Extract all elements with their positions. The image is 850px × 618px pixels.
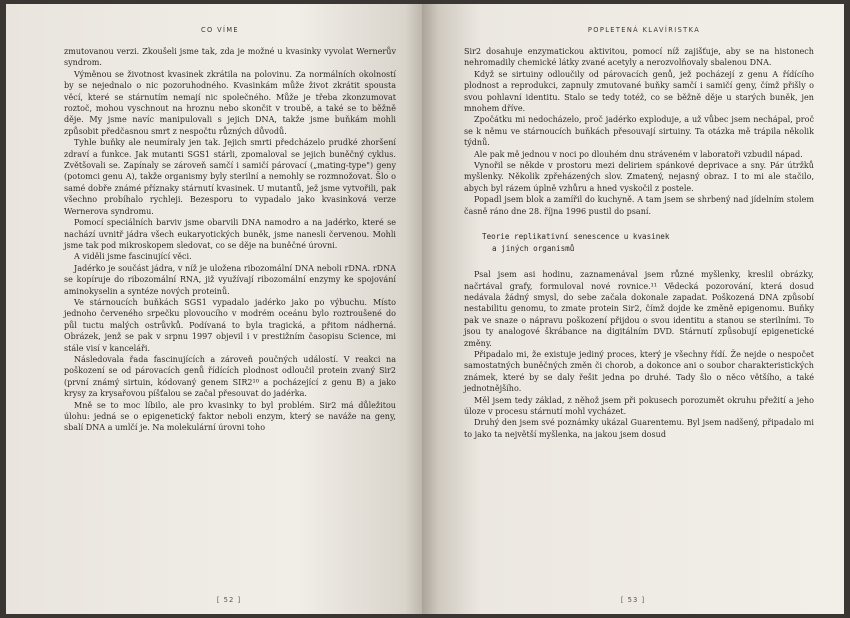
section-heading-line-2: a jiných organismů: [492, 244, 575, 254]
paragraph: Pomocí speciálních barviv jsme obarvili DNA namodro a na jadérko, které se nachází uvnitř jádra všech eukaryotických buněk, jsme nanesli červenou. Mohli jsme tak pod mikroskopem sledovat, co se děje na buněčné úrovni.: [64, 218, 396, 250]
paragraph: Vynořil se někde v prostoru mezi deliriem spánkové deprivace a sny. Pár útržků myšlenky. Několik zpřeházených slov. Zmatený, nejasný obraz. I to mi ale stačilo, abych byl rázem úplně vzhůru a hned vyskočil z postele.: [464, 161, 814, 193]
page-number: [ 52 ]: [216, 596, 242, 604]
running-head: POPLETENÁ KLAVÍRISTKA: [587, 26, 701, 34]
paragraph: zmutovanou verzi. Zkoušeli jsme tak, zda je možné u kvasinky vyvolat Wernerův syndrom.: [64, 47, 396, 68]
paragraph: Výměnou se životnost kvasinek zkrátila na polovinu. Za normálních okolností by se nejednalo o nic pozoruhodného. Kvasinkám může život zkrátit spousta věcí, které se stárnutím nemají nic společného. Může je třeba zkonzumovat roztoč, mohou vyschnout na hroznu nebo skončit v troubě, a také se to běžně děje. My jsme navíc manipulovali s jejich DNA, takže jsme buňkám mohli způsobit předčasnou smrt z nespočtu různých důvodů.: [64, 69, 396, 136]
paragraph: Sir2 dosahuje enzymatickou aktivitou, pomocí níž zajišťuje, aby se na histonech nehromadily chemické látky zvané acetyly a nerozvolňovaly sbalenou DNA.: [464, 47, 814, 68]
paragraph: Ve stárnoucích buňkách SGS1 vypadalo jadérko jako po výbuchu. Místo jednoho červeného srpečku plovoucího v modrém oceánu bylo roztroušené do půl tuctu malých ostrůvků. Podívaná to byla tragická, a přitom nádherná. Obrázek, jenž se pak v srpnu 1997 objevil i v prestižním časopisu Science, mi stále visí v kanceláři.: [64, 297, 396, 353]
page-number: [ 53 ]: [620, 596, 646, 604]
paragraph: Druhý den jsem své poznámky ukázal Guarentemu. Byl jsem nadšený, připadalo mi to jako ta největší myšlenka, na jakou jsem dosud: [464, 418, 814, 439]
paragraph: Následovala řada fascinujících a zároveň poučných událostí. V reakci na poškození se od párovacích genů řídících plodnost odloučil protein zvaný Sir2 (první známý sirtuin, kódovaný genem SIR2¹⁰ a pocházející z genu B) a jako krysy za krysařovou píšťalou se začal přesouvat do jadérka.: [64, 354, 396, 399]
left-page: [6, 4, 422, 614]
paragraph: Mně se to moc líbilo, ale pro kvasinky to byl problém. Sir2 má důležitou úlohu: jedná se o epigenetický faktor neboli enzym, který se naváže na geny, sbalí DNA a umlčí je. Na molekulární úrovni toho: [64, 400, 396, 433]
paragraph: Zpočátku mi nedocházelo, proč jadérko exploduje, a už vůbec jsem nechápal, proč se k němu ve stárnoucích buňkách přesouvají sirtuiny. Ta otázka mě trápila několik týdnů.: [464, 115, 814, 148]
paragraph: Popadl jsem blok a zamířil do kuchyně. A tam jsem se shrbený nad jídelním stolem časně ráno dne 28. října 1996 pustil do psaní.: [464, 195, 814, 216]
paragraph: Jadérko je součást jádra, v níž je uložena ribozomální DNA neboli rDNA. rDNA se kopíruje do ribozomální RNA, již využívají ribozomální enzymy ke spojování aminokyselin a syntéze nových proteinů.: [64, 263, 396, 296]
paragraph: Psal jsem asi hodinu, zaznamenával jsem různé myšlenky, kreslil obrázky, načrtával grafy, formuloval nové rovnice.¹¹ Vědecká pozorování, která dosud nedávala žádný smysl, do sebe začala dokonale zapadat. Poškozená DNA způsobí nestabilitu genomu, to zmate protein Sir2, čímž dojde ke změně epigenomu. Buňky pak ve snaze o nápravu poškození přijdou o svou identitu a stanou se sterilními. To jsou ty analogové škrábance na digitálním DVD. Stárnutí způsobují epigenetické změny.: [464, 270, 814, 348]
paragraph: Ale pak mě jednou v noci po dlouhém dnu stráveném v laboratoři vzbudil nápad.: [474, 149, 803, 159]
paragraph: A viděli jsme fascinující věci.: [74, 252, 192, 262]
paragraph: Měl jsem tedy základ, z něhož jsem při pokusech porozumět okruhu přežití a jeho úloze v procesu stárnutí mohl vycházet.: [464, 395, 814, 416]
paragraph: Připadalo mi, že existuje jediný proces, který je všechny řídí. Že nejde o nespočet samostatných buněčných změn či chorob, a dokonce ani o soubor charakteristických známek, které by se daly řešit jedna po druhé. Tady šlo o něco většího, a také jednotnějšího.: [464, 349, 814, 394]
book-spread: [6, 4, 844, 614]
paragraph: Tyhle buňky ale neumíraly jen tak. Jejich smrti předcházelo prudké zhoršení zdraví a funkce. Jak mutanti SGS1 stárli, zpomaloval se jejich buněčný cyklus. Zvětšovali se. Zapínaly se zároveň samčí i samičí párovací („mating-type") geny (potomci genu A), takže organismy byly sterilní a nemohly se rozmnožovat. Šlo o samé dobře známé příznaky stárnutí kvasinek. U mutantů, jež jsme vytvořili, pak všechno probíhalo rychleji. Bezesporu to vypadalo jako kvasinková verze Wernerova syndromu.: [64, 138, 396, 216]
running-head: CO VÍME: [200, 26, 239, 34]
section-heading: [482, 231, 814, 255]
right-page: [422, 4, 844, 614]
paragraph: Když se sirtuiny odloučily od párovacích genů, jež pocházejí z genu A řídícího plodnost a reprodukci, zapnuly zmutované buňky samčí i samičí geny, čímž přišly o svou pohlavní identitu. Stalo se tedy totéž, co se běžně děje u starých buněk, jen mnohem dříve.: [464, 69, 814, 114]
section-heading-line-1: Teorie replikativní senescence u kvasinek: [482, 232, 670, 242]
